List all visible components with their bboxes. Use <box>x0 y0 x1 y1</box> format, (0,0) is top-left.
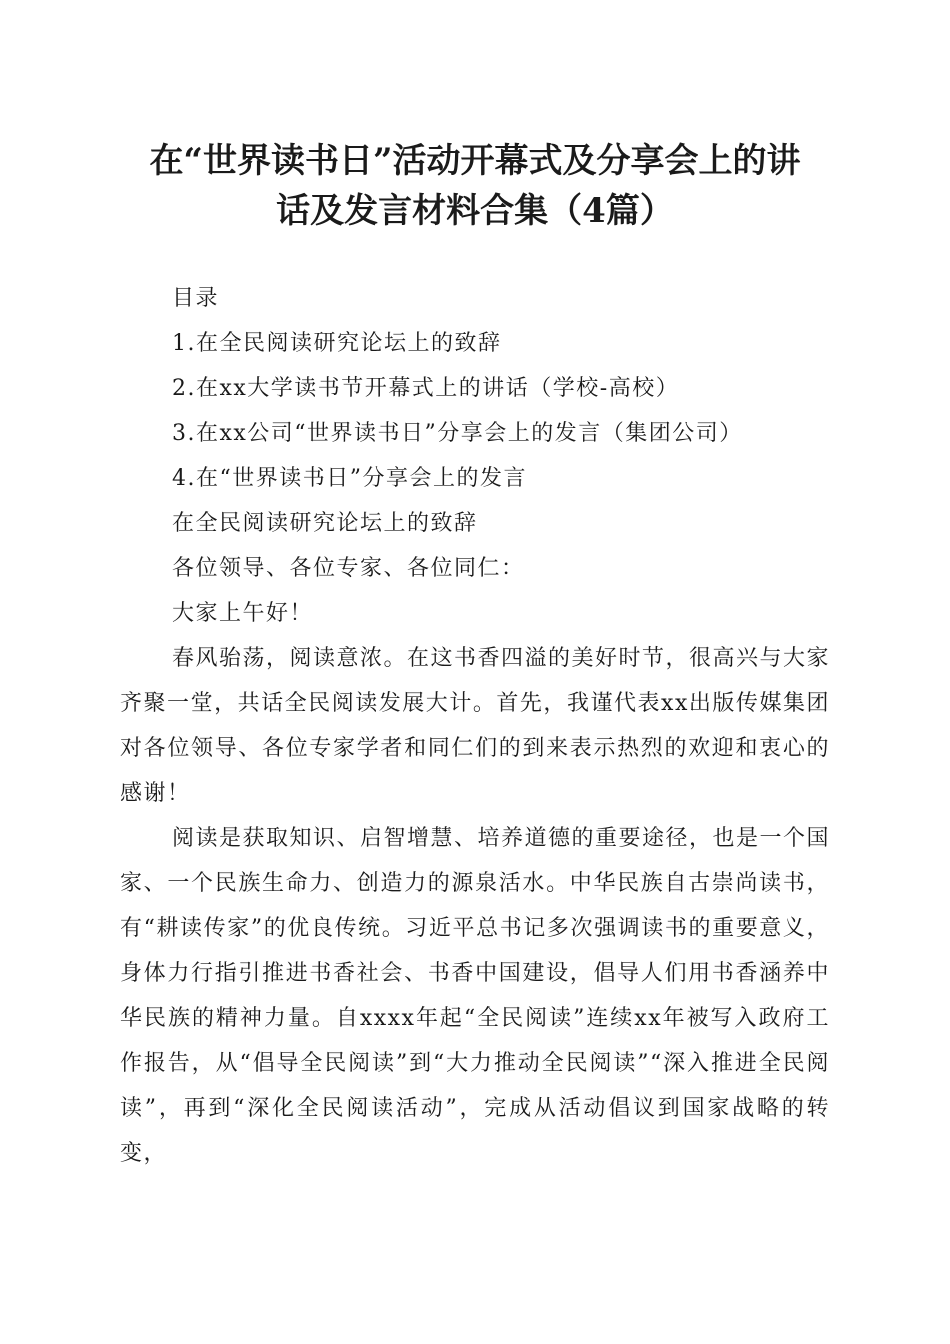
toc-heading: 目录 <box>172 286 220 311</box>
document-title <box>100 136 850 236</box>
title-line-2: 话及发言材料合集（4篇） <box>276 191 674 231</box>
toc-item-2: 2.在xx大学读书节开幕式上的讲话（学校-高校） <box>172 376 680 401</box>
toc-item-4: 4.在“世界读书日”分享会上的发言 <box>172 466 527 491</box>
greeting: 大家上午好！ <box>172 601 314 626</box>
paragraph-2: 阅读是获取知识、启智增慧、培养道德的重要途径，也是一个国家、一个民族生命力、创造力的源泉活水。中华民族自古崇尚读书，有“耕读传家”的优良传统。习近平总书记多次强调读书的重要意义，身体力行指引推进书香社会、书香中国建设，倡导人们用书香涵养中华民族的精神力量。自xxxx年起“全民阅读”连续xx年被写入政府工作报告，从“倡导全民阅读”到“大力推动全民阅读”“深入推进全民阅读”，再到“深化全民阅读活动”，完成从活动倡议到国家战略的转变， <box>120 826 831 1166</box>
salutation: 各位领导、各位专家、各位同仁： <box>172 556 525 581</box>
paragraph-1: 春风骀荡，阅读意浓。在这书香四溢的美好时节，很高兴与大家齐聚一堂，共话全民阅读发展大计。首先，我谨代表xx出版传媒集团对各位领导、各位专家学者和同仁们的到来表示热烈的欢迎和衷心的感谢！ <box>120 646 831 806</box>
document-body <box>120 276 830 1176</box>
toc-item-3: 3.在xx公司“世界读书日”分享会上的发言（集团公司） <box>172 421 743 446</box>
title-line-1: 在“世界读书日”活动开幕式及分享会上的讲 <box>149 141 801 181</box>
section-title: 在全民阅读研究论坛上的致辞 <box>172 511 478 536</box>
toc-item-1: 1.在全民阅读研究论坛上的致辞 <box>172 331 502 356</box>
